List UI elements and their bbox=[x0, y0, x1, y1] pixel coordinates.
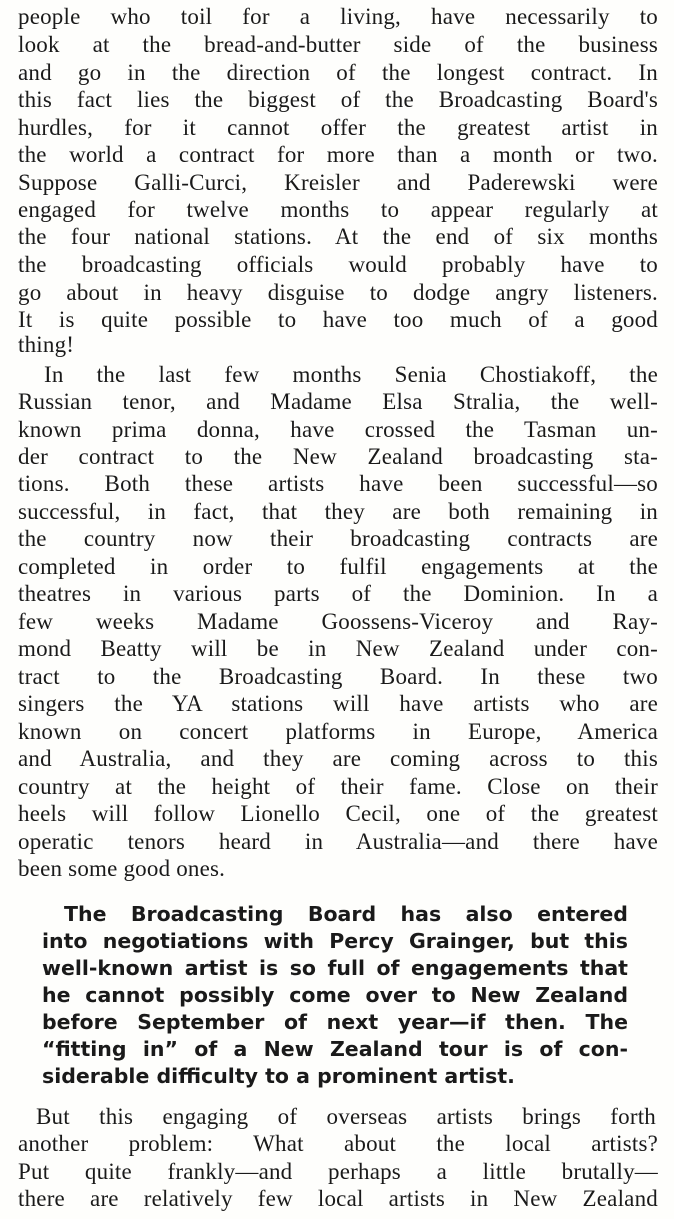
text-line: der contract to the New Zealand broadcasting sta- bbox=[18, 444, 658, 469]
text-line: It is quite possible to have too much of a good bbox=[18, 307, 658, 332]
text-line: the broadcasting officials would probably have to bbox=[18, 252, 658, 277]
bold-text-line: into negotiations with Percy Grainger, but this bbox=[42, 929, 628, 953]
text-line: thing! bbox=[18, 332, 75, 357]
text-line: the four national stations. At the end of six months bbox=[18, 224, 658, 249]
text-line: there are relatively few local artists in New Zealand bbox=[18, 1186, 658, 1211]
bold-text-line: The Broadcasting Board has also entered bbox=[64, 902, 628, 926]
bold-text-line: well-known artist is so full of engagements that bbox=[42, 956, 628, 980]
text-line: In the last few months Senia Chostiakoff, the bbox=[44, 362, 658, 387]
text-line: and go in the direction of the longest contract. In bbox=[18, 60, 658, 85]
text-line: the country now their broadcasting contracts are bbox=[18, 526, 658, 551]
text-line: another problem: What about the local artists? bbox=[18, 1131, 658, 1156]
bold-text-line: “fitting in” of a New Zealand tour is of con- bbox=[42, 1037, 628, 1061]
text-line: mond Beatty will be in New Zealand under con- bbox=[18, 636, 658, 661]
bold-text-line: before September of next year—if then. The bbox=[42, 1010, 628, 1034]
text-line: Russian tenor, and Madame Elsa Stralia, the well- bbox=[18, 389, 658, 414]
bold-text-line: he cannot possibly come over to New Zealand bbox=[42, 983, 628, 1007]
text-line: But this engaging of overseas artists brings forth bbox=[36, 1104, 656, 1129]
text-line: completed in order to fulfil engagements at the bbox=[18, 554, 658, 579]
text-line: heels will follow Lionello Cecil, one of the greatest bbox=[18, 801, 658, 826]
text-line: engaged for twelve months to appear regularly at bbox=[18, 197, 658, 222]
text-line: hurdles, for it cannot offer the greatest artist in bbox=[18, 115, 658, 140]
text-line: known prima donna, have crossed the Tasman un- bbox=[18, 417, 658, 442]
text-line: Suppose Galli-Curci, Kreisler and Paderewski were bbox=[18, 170, 658, 195]
text-line: the world a contract for more than a month or two. bbox=[18, 142, 658, 167]
text-line: people who toil for a living, have necessarily to bbox=[18, 4, 658, 29]
text-line: known on concert platforms in Europe, America bbox=[18, 719, 658, 744]
text-line: operatic tenors heard in Australia—and there have bbox=[18, 829, 658, 854]
text-line: singers the YA stations will have artists who are bbox=[18, 691, 658, 716]
text-line: few weeks Madame Goossens-Viceroy and Ray- bbox=[18, 609, 658, 634]
text-line: this fact lies the biggest of the Broadcasting Board's bbox=[18, 87, 658, 112]
text-line: tract to the Broadcasting Board. In these two bbox=[18, 664, 658, 689]
text-line: and Australia, and they are coming across to this bbox=[18, 746, 658, 771]
text-line: theatres in various parts of the Dominion. In a bbox=[18, 581, 658, 606]
text-line: tions. Both these artists have been successful—so bbox=[18, 471, 658, 496]
text-line: been some good ones. bbox=[18, 856, 226, 881]
text-line: Put quite frankly—and perhaps a little brutally— bbox=[18, 1159, 658, 1184]
text-line: go about in heavy disguise to dodge angry listeners. bbox=[18, 280, 658, 305]
bold-text-line: siderable difficulty to a prominent artist. bbox=[42, 1064, 515, 1088]
text-line: country at the height of their fame. Close on their bbox=[18, 774, 658, 799]
text-line: look at the bread-and-butter side of the business bbox=[18, 32, 658, 57]
text-line: successful, in fact, that they are both remaining in bbox=[18, 499, 658, 524]
